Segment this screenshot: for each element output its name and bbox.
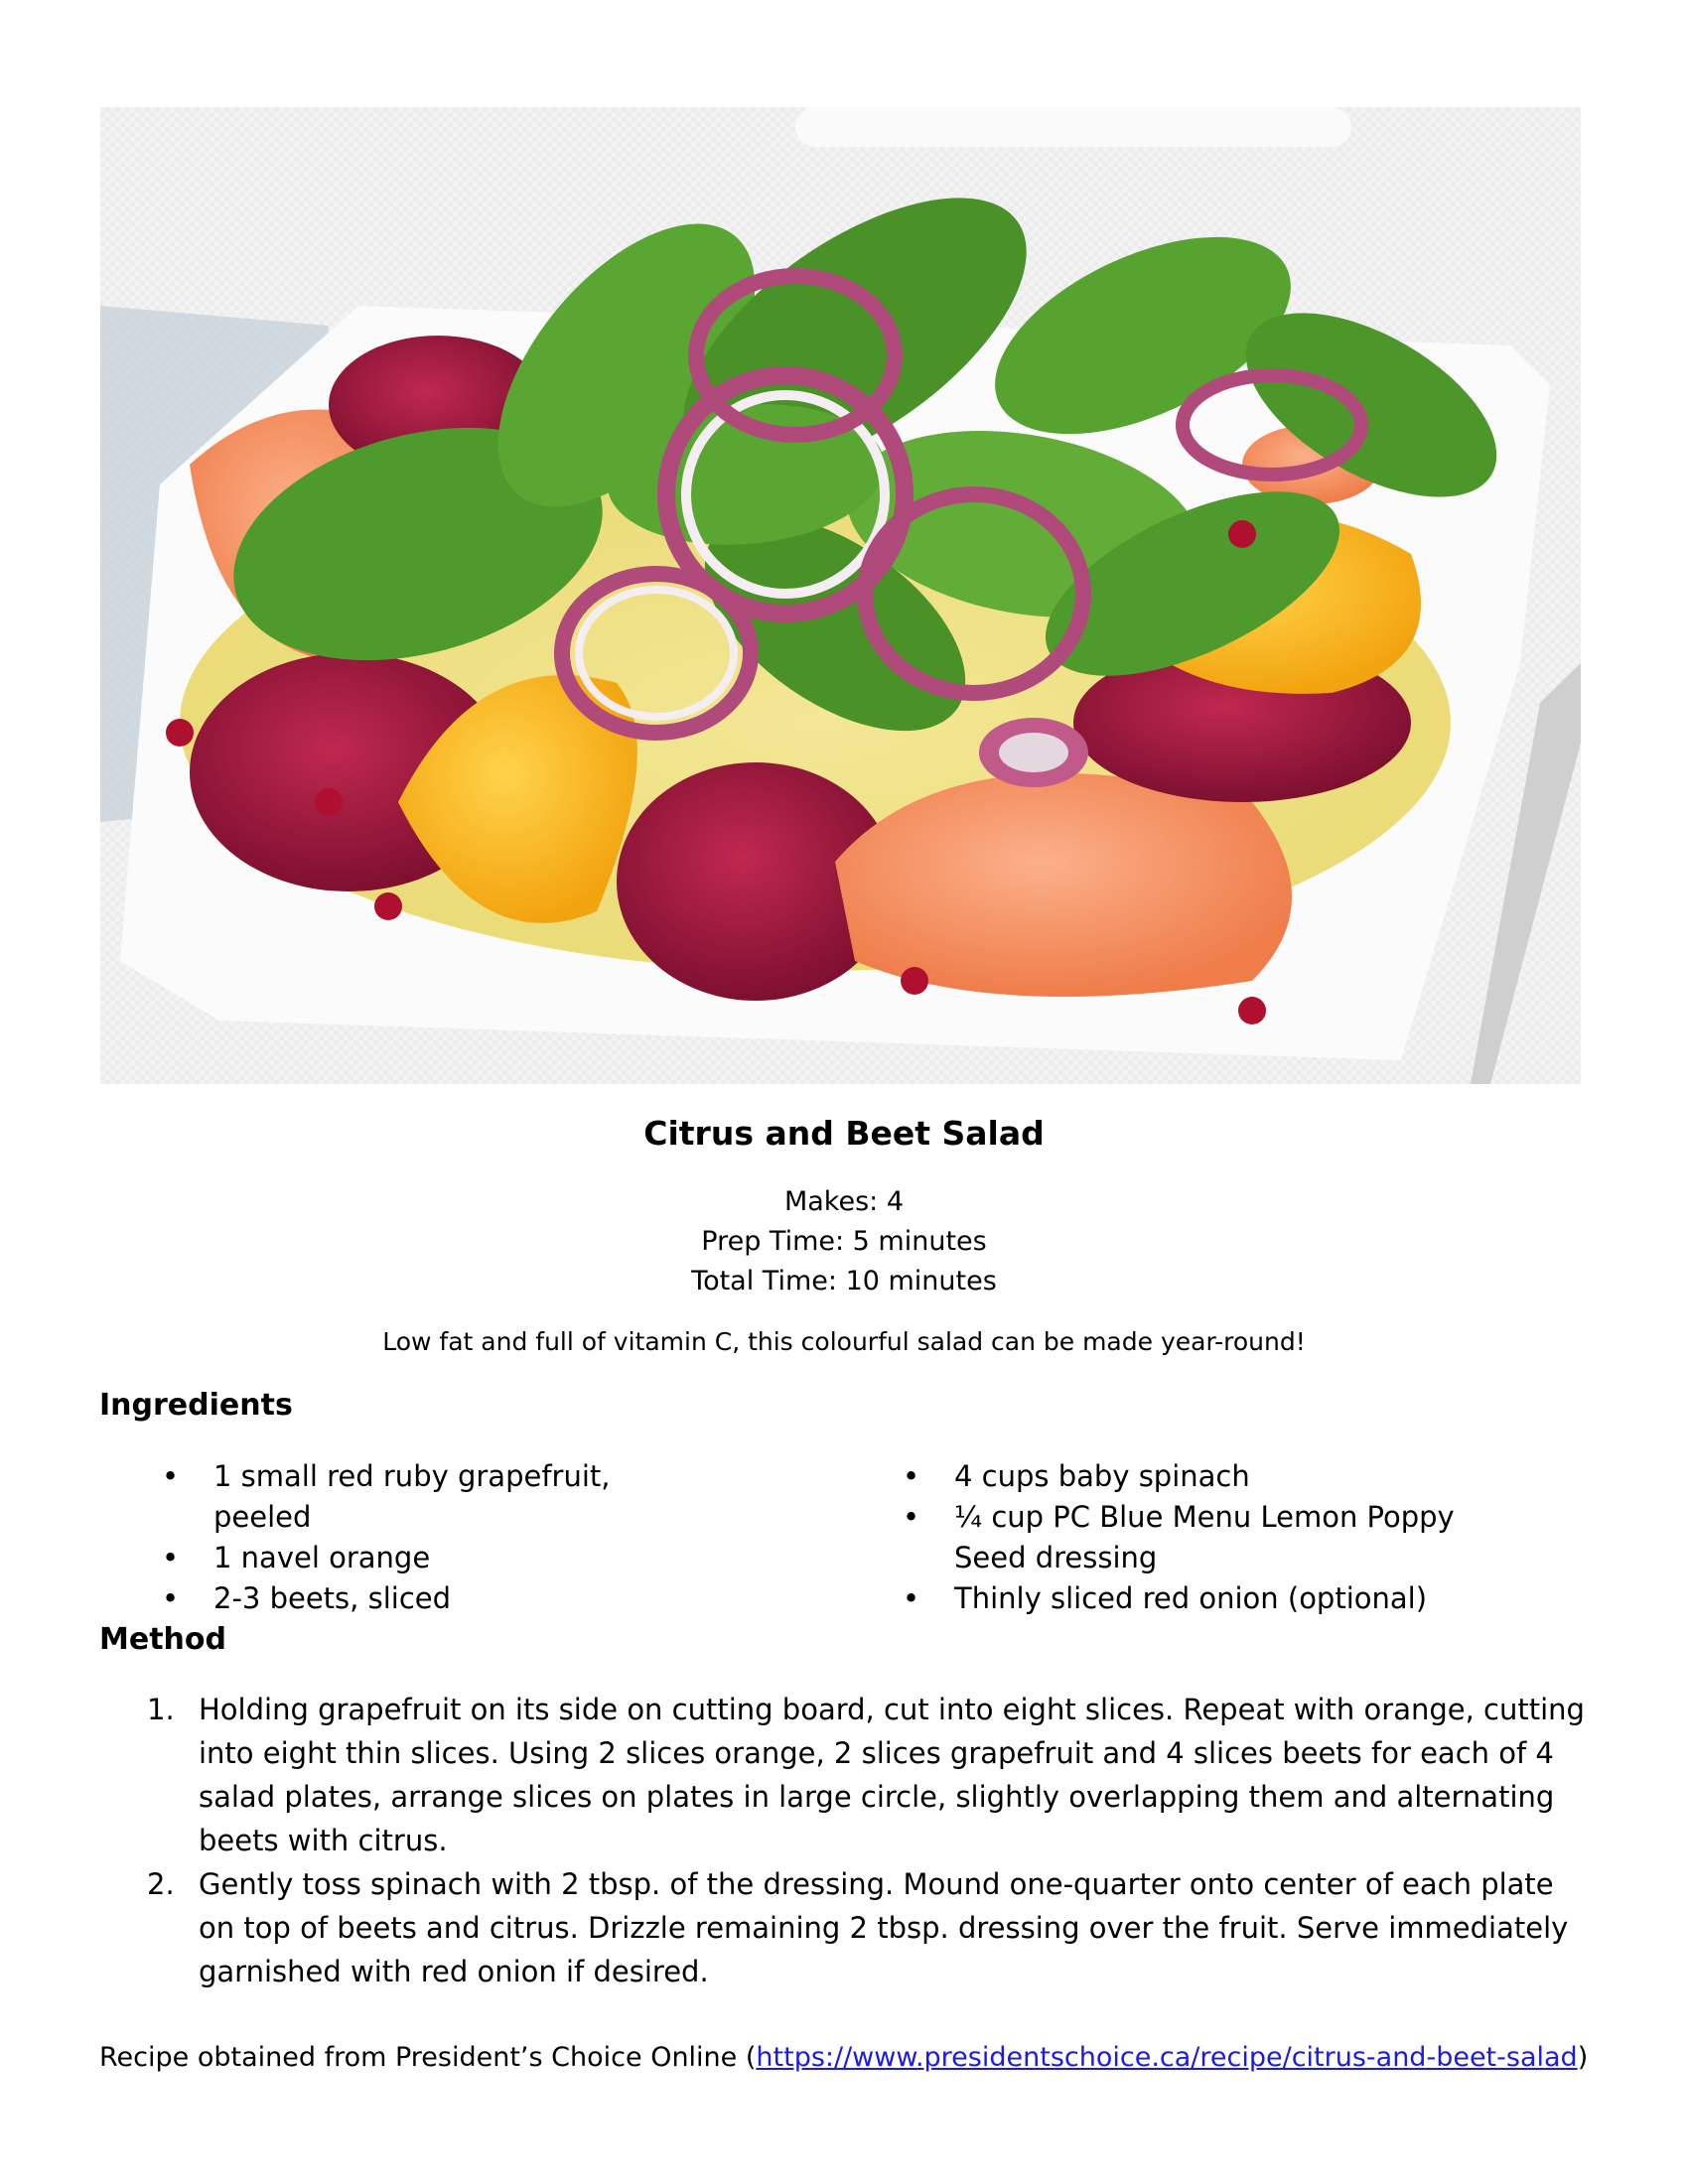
footer-suffix: ) [1577,2042,1589,2073]
source-link[interactable]: https://www.presidentschoice.ca/recipe/citrus-and-beet-salad [756,2042,1578,2073]
bullet-icon: • [903,1581,920,1615]
method-list [147,1688,1589,1993]
method-step [147,1688,1589,1862]
list-item [903,1456,1530,1497]
ingredients-heading: Ingredients [99,1388,293,1423]
total-time-label: Total Time: 10 minutes [691,1266,997,1297]
step-number: 2. [147,1867,175,1901]
bullet-icon: • [903,1459,920,1493]
list-item [903,1497,1530,1578]
list-item [162,1538,690,1578]
recipe-meta [0,1182,1688,1301]
step-text: Gently toss spinach with 2 tbsp. of the dressing. Mound one-quarter onto center of each plate on top of beets and citrus. Drizzle remaining 2 tbsp. dressing over the fruit. Serve immediately garnished with red onion if desired. [199,1867,1569,1988]
step-number: 1. [147,1693,175,1726]
ingredient-text: ¼ cup PC Blue Menu Lemon Poppy Seed dressing [954,1500,1455,1574]
bullet-icon: • [903,1500,920,1534]
bullet-icon: • [162,1459,180,1493]
step-text: Holding grapefruit on its side on cutting board, cut into eight slices. Repeat with orange, cutting into eight thin slices. Using 2 slices orange, 2 slices grapefruit and 4 slices beets for each of 4 salad plates, arrange slices on plates in large circle, slightly overlapping them and alternating beets with citrus. [199,1693,1585,1857]
ingredient-text: 4 cups baby spinach [954,1459,1250,1493]
makes-label: Makes: 4 [783,1186,905,1217]
recipe-title: Citrus and Beet Salad [643,1114,1045,1153]
bullet-icon: • [162,1581,180,1615]
prep-time-label: Prep Time: 5 minutes [701,1226,987,1257]
list-item [162,1578,690,1619]
ingredient-text: 1 navel orange [213,1541,431,1574]
method-step [147,1862,1589,1993]
ingredients-list-left [162,1456,690,1619]
ingredient-text: Thinly sliced red onion (optional) [954,1581,1428,1615]
source-footer [99,2038,1588,2078]
list-item [903,1578,1530,1619]
list-item [162,1456,690,1538]
method-heading: Method [99,1622,226,1657]
footer-prefix: Recipe obtained from President’s Choice Online ( [99,2042,757,2073]
ingredient-text: 1 small red ruby grapefruit, peeled [213,1459,611,1534]
bullet-icon: • [162,1541,180,1574]
ingredient-text: 2-3 beets, sliced [213,1581,452,1615]
ingredients-list-right [903,1456,1530,1619]
recipe-tagline: Low fat and full of vitamin C, this colourful salad can be made year-round! [382,1327,1306,1356]
salad-photo [100,107,1581,1084]
